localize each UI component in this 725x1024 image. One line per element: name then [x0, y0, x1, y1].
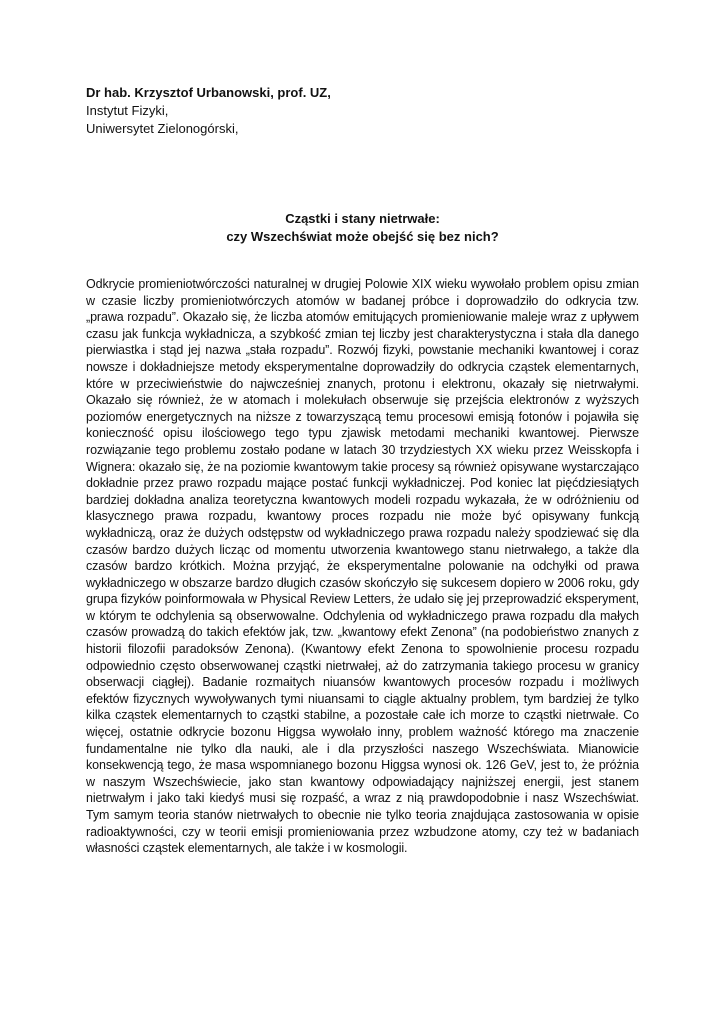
body-paragraph: Odkrycie promieniotwórczości naturalnej w drugiej Polowie XIX wieku wywołało problem opisu zmian w czasie liczby promieniotwórczych atomów w badanej próbce i doprowadziło do odkrycia tzw. „prawa rozpadu”. Okazało się, że liczba atomów emitujących promieniowanie maleje wraz z upływem czasu jak funkcja wykładnicza, a szybkość zmian tej liczby jest charakterystyczna i stała dla danego pierwiastka i stąd jej nazwa „stała rozpadu”. Rozwój fizyki, powstanie mechaniki kwantowej i coraz nowsze i dokładniejsze metody eksperymentalne doprowadziły do odkrycia cząstek elementarnych, które w przeciwieństwie do najwcześniej znanych, protonu i elektronu, okazały się nietrwałymi. Okazało się również, że w atomach i molekułach obserwuje się przejścia elektronów z wyższych poziomów energetycznych na niższe z towarzyszącą temu procesowi emisją fotonów i pojawiła się konieczność opisu ilościowego tego typu zjawisk metodami mechaniki kwantowej. Pierwsze rozwiązanie tego problemu zostało podane w latach 30 trzydziestych XX wieku przez Weisskopfa i Wignera: okazało się, że na poziomie kwantowym takie procesy są również opisywane wystarczająco dokładnie przez prawo rozpadu mające postać funkcji wykładniczej. Pod koniec lat pięćdziesiątych bardziej dokładna analiza teoretyczna kwantowych modeli rozpadu wykazała, że w odróżnieniu od klasycznego prawa rozpadu, kwantowy proces rozpadu nie może być opisywany funkcją wykładniczą, oraz że dużych odstępstw od wykładniczego prawa rozpadu należy spodziewać się dla czasów bardzo dużych licząc od momentu utworzenia kwantowego stanu nietrwałego, a także dla czasów bardzo krótkich. Można przyjąć, że eksperymentalne polowanie na odchyłki od prawa wykładniczego w obszarze bardzo długich czasów skończyło się sukcesem dopiero w 2006 roku, gdy grupa fizyków poinformowała w Physical Review Letters, że udało się jej przeprowadzić eksperyment, w którym te odchylenia są obserwowalne. Odchylenia od wykładniczego prawa rozpadu dla małych czasów prowadzą do takich efektów jak, tzw. „kwantowy efekt Zenona” (na podobieństwo znanych z historii filozofii paradoksów Zenona). (Kwantowy efekt Zenona to spowolnienie procesu rozpadu odpowiednio często obserwowanej cząstki nietrwałej, aż do zatrzymania takiego procesu w granicy obserwacji ciągłej). Badanie rozmaitych niuansów kwantowych procesów rozpadu i możliwych efektów fizycznych wywoływanych tymi niuansami to ciągle aktualny problem, tym bardziej że tylko kilka cząstek elementarnych to cząstki stabilne, a pozostałe całe ich morze to cząstki nietrwałe. Co więcej, ostatnie odkrycie bozonu Higgsa wywołało inny, problem ważność którego ma znaczenie fundamentalne nie tylko dla nauki, ale i dla przyszłości naszego Wszechświata. Mianowicie konsekwencją tego, że masa wspomnianego bozonu Higgsa wynosi ok. 126 GeV, jest to, że próżnia w naszym Wszechświecie, jako stan kwantowy odpowiadający najniższej energii, jest stanem nietrwałym i jako taki kiedyś musi się rozpaść, a wraz z nią prawdopodobnie i nasz Wszechświat. Tym samym teoria stanów nietrwałych to obecnie nie tylko teoria znajdująca zastosowania w opisie radioaktywności, czy w teorii emisji promieniowania przez wzbudzone atomy, czy też w badaniach własności cząstek elementarnych, ale także i w kosmologii.	[86, 277, 639, 856]
author-institute: Instytut Fizyki,	[86, 103, 169, 118]
title-line-1: Cząstki i stany nietrwałe:	[285, 211, 440, 226]
title-line-2: czy Wszechświat może obejść się bez nich?	[226, 229, 499, 244]
author-name: Dr hab. Krzysztof Urbanowski, prof. UZ,	[86, 85, 331, 100]
document-title	[86, 210, 639, 246]
author-block	[86, 84, 331, 138]
author-university: Uniwersytet Zielonogórski,	[86, 121, 239, 136]
